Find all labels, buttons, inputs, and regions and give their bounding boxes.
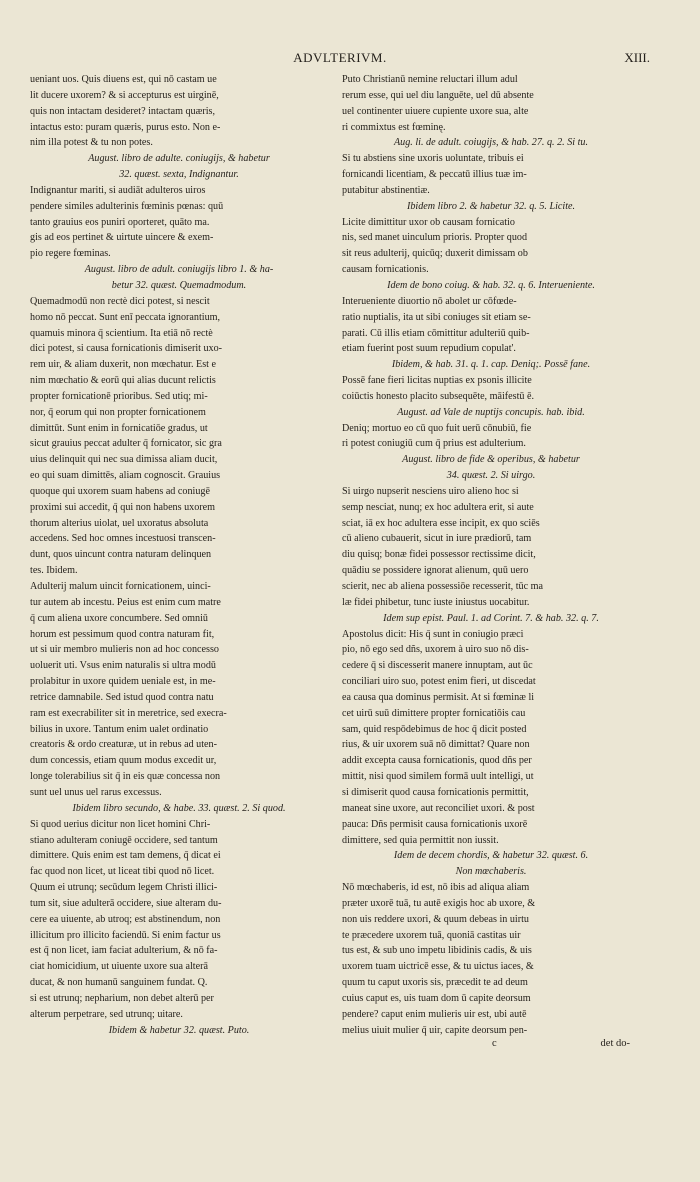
text-line: scierit, nec ab aliena possessiōe recesserit, tūc ma [342,581,544,592]
text-line: quamuis minora q̄ scientium. Ita etiā nō rectè [30,327,213,339]
text-line: thorum alterius uiolat, uel uxoratus absoluta [30,517,209,529]
text-line: quis non intactam desideret? intactam quæris, [30,105,216,117]
folio-number: XIII. [624,50,650,65]
text-line: uel continenter uiuere cupiente uxore sua, alte [342,105,529,117]
text-line: creatoris & ordo creaturæ, ut in rebus ad uten- [30,739,217,751]
text-line: cedere q̄ si discesserit manere innuptam, aut ūc [342,660,533,672]
text-line: gis ad eos pertinet & uirtute uincere & exem- [30,232,214,244]
citation-line: Idem de decem chordis, & habetur 32. quæst. 6. [393,850,589,862]
text-line: tum sit, siue adulterā occidere, siue alteram du- [30,897,222,909]
text-line: Si quod uerius dicitur non licet homini Chri- [30,818,211,830]
text-line: dimittere, sed quia permittit non iussit. [342,834,499,846]
citation-line: August. ad Vale de nuptijs concupis. hab. ibid. [397,406,585,418]
text-line: uoluerit uti. Vsus enim naturalis si ultra modū [30,660,216,672]
text-line: tur autem ab incestu. Peius est enim cum matre [30,596,221,608]
text-line: præter uxorē tuā, tu autē exigis hoc ab uxore, & [342,897,536,909]
text-line: dimittūt. Sunt enim in fornicatiōe gradus, ut [30,422,208,434]
text-line: Quum ei utrunq; secūdum legem Christi illici- [30,882,218,894]
citation-line: August. libro de adulte. coniugijs, & habetur [88,153,270,165]
text-line: alterum perpetrare, sed utrunq; uitare. [30,1008,183,1020]
text-line: dum concessis, etiam quum modus excedit ur, [30,755,217,767]
text-line: ut si uir membro mulieris non ad hoc concesso [30,644,219,656]
text-line: horum est pessimum quod contra naturam fit, [30,628,215,640]
catchword: det do- [600,1038,630,1050]
text-line: nor, q̄ eorum qui non propter fornicationem [30,406,206,418]
text-line: Indignantur mariti, si audiāt adulteros uiros [30,184,206,196]
text-line: Interueniente diuortio nō abolet ur cōfœde- [342,295,517,307]
citation-line: 34. quæst. 2. Si uirgo. [446,470,536,482]
text-line: quum tu caput uxoris sis, præcedit te ad deum [342,977,528,989]
text-line: sicut grauius peccat adulter q̄ fornicator, sic gra [30,438,222,450]
text-line: pio regere fœminas. [30,248,111,260]
citation-line: August. libro de adult. coniugijs libro 1. & ha- [84,264,274,276]
text-line: dunt, quos uincunt contra naturam delinquen [30,549,212,561]
citation-line: Ibidem libro secundo, & habe. 33. quæst. 2. Si quod. [72,802,286,814]
text-line: ratio nuptialis, ita ut sibi coniuges sit etiam se- [342,311,531,323]
text-line: melius uiuit mulier q̄ uir, capite deorsum pen- [342,1024,528,1036]
text-line: Adulterij malum uincit fornicationem, uinci- [30,581,211,592]
citation-line: Ibidem & habetur 32. quæst. Puto. [108,1024,250,1036]
text-line: bilius in uxore. Tantum enim ualet ordinatio [30,723,209,735]
text-line: Deniq; mortuo eo cū quo fuit uerū cōnubiū, fie [342,422,532,434]
text-line: retrice damnabile. Sed istud quod contra natu [30,691,214,703]
text-line: uxorem tuam uictricē esse, & tu uictus iaces, & [342,961,534,973]
text-line: putabitur abstinentiæ. [342,184,430,196]
text-line: rerum esse, qui uel diu languēte, uel dū absente [342,89,534,101]
text-line: ea causa qua dominus permisit. At si fœminæ li [342,691,535,703]
text-line: cuius caput es, uis tuam dom ū capite deorsum [342,992,531,1004]
text-line: mittit, nisi quod similem formā uult intelligi, ut [342,771,534,783]
text-line: pio, nō ego sed dñs, uxorem à uiro suo nō dis- [342,644,529,656]
text-line: Si tu abstiens sine uxoris uoluntate, tribuis ei [342,153,524,165]
text-line: parati. Cū illis etiam cōmittitur adulteriū quib- [342,327,530,339]
text-line: ram est execrabiliter sit in meretrice, sed execra- [30,707,227,719]
page-header [30,50,650,70]
text-line: cū alieno cubauerit, sicut in iure prædiorū, tam [342,533,532,545]
text-line: Si uirgo nupserit nesciens uiro alieno hoc si [342,485,519,497]
text-line: cere ea uiuente, ab utroq; est abstinendum, non [30,913,221,925]
text-line: te præcedere uxorem tuā, quoniā castitas uir [342,929,521,941]
text-line: sciat, iā ex hoc adultera esse incipit, ex quo sciēs [342,517,540,529]
text-line: maneat sine uxore, aut reconciliet uxori. & post [342,802,535,814]
citation-line: 32. quæst. sexta, Indignantur. [119,169,239,181]
text-line: dici potest, si causa fornicationis dimiserit uxo- [30,343,223,355]
text-line: rius, & uir uxorem suā nō dimittat? Quare non [342,739,530,751]
text-line: pendere? caput enim mulieris uir est, ubi autē [342,1008,527,1020]
text-line: ri commixtus est fœminę. [342,121,446,133]
text-line: conciliari uiro suo, potest enim fieri, ut discedat [342,676,536,688]
text-line: rem uir, & aliam duxerit, non mœchatur. Est e [30,359,217,371]
text-line: ri potest coniugiū cum q̄ prius est adulterium. [342,438,526,450]
text-line: Nō mœchaberis, id est, nō ibis ad aliqua aliam [342,882,530,894]
citation-line: Idem de bono coiug. & hab. 32. q. 6. Interueniente. [387,279,595,291]
text-line: accedens. Sed hoc omnes incestuosi transcen- [30,533,216,545]
text-line: ducat, & non humanū sanguinem fundat. Q. [30,977,208,989]
citation-line: Ibidem, & hab. 31. q. 1. cap. Deniq;. Possē fane. [391,359,591,371]
text-line: Quemadmodū non rectè dici potest, si nescit [30,295,210,307]
text-line: proximi sui accedit, q̄ qui non habens uxorem [30,501,216,513]
text-line: sam, quid respōdebimus de hoc q̄ dicit posted [342,723,527,735]
text-line: ueniant uos. Quis diuens est, qui nō castam ue [30,74,217,85]
running-title: ADVLTERIVM. [293,50,387,65]
signature-mark: c [492,1038,497,1050]
text-line: tus est, & sub uno impetu libidinis cadis, & uis [342,945,532,957]
text-line: illicitum pro illicito faciendū. Si enim factur us [30,929,221,941]
text-line: fornicandi licentiam, & peccatū illius tuæ im- [342,169,527,181]
text-line: nim mœchatio & eorū qui alias ducunt relictis [30,375,216,387]
citation-line: Ibidem libro 2. & habetur 32. q. 5. Licite. [406,200,576,212]
right-column [342,72,640,1054]
text-line: q̄ cum aliena uxore concumbere. Sed omniū [30,612,208,624]
text-line: fac quod non licet, ut liceat tibi quod nō licet. [30,866,215,878]
citation-line: Aug. li. de adult. coiugijs, & hab. 27. q. 2. Si tu. [393,137,589,149]
text-line: prolabitur in uxore quidem ueniale est, in me- [30,676,216,688]
text-line: quādiu se possidere ignorat alienum, quū uero [342,565,529,577]
text-line: eo qui suam dimittēs, aliam cognoscit. Grauius [30,470,221,482]
text-line: ciat homicidium, ut uiuente uxore sua alterā [30,961,208,973]
text-line: etiam fuerint post suum repudium copulat'. [342,343,516,355]
text-line: sunt uel unus uel rarus excessus. [30,786,162,798]
citation-line: betur 32. quæst. Quemadmodum. [111,279,247,291]
text-line: Puto Christianū nemine reluctari illum adul [342,74,518,85]
text-line: semp nesciat, nunq; ex hoc adultera erit, si aute [342,501,534,513]
text-line: intactus esto: puram quæris, purus esto. Non e- [30,121,221,133]
text-line: si est utrunq; nepharium, non debet alterū per [30,992,214,1004]
text-line: si dimiserit quod causa fornicationis permittit, [342,786,529,798]
text-line: tanto grauius eos puniri oporteret, quāto ma. [30,216,210,228]
text-line: lit ducere uxorem? & si accepturus est uirginē, [30,89,219,101]
text-line: quoque qui uxorem suam habens ad coniugē [30,485,210,497]
text-line: Apostolus dicit: His q̄ sunt in coniugio præci [342,628,524,640]
text-line: Licite dimittitur uxor ob causam fornicatio [342,216,515,228]
text-line: Possē fane fieri licitas nuptias ex psonis illicite [342,375,532,387]
text-line: tes. Ibidem. [30,565,78,577]
citation-line: Non mœchaberis. [455,866,527,878]
text-line: est q̄ non licet, iam faciat adulterium, & nō fa- [30,945,218,957]
text-line: cet uirū suū dimittere propter fornicatiōis cau [342,707,526,719]
left-column [30,72,328,1038]
text-line: nim illa potest & tu non potes. [30,137,153,149]
text-line: addit excepta causa fornicationis, quod dñs per [342,755,532,767]
text-line: coiūctis honesto placito subsequēte, māifestū ē. [342,390,535,402]
text-line: propter fornicationē prioribus. Sed utiq; mi- [30,390,208,402]
text-line: læ fidei phibetur, tunc iuste iniustus uocabitur. [342,596,530,608]
text-line: causam fornicationis. [342,264,429,276]
text-line: stiano adulteram coniugē occidere, sed tantum [30,834,218,846]
citation-line: Idem sup epist. Paul. 1. ad Corint. 7. & hab. 32. q. 7. [383,612,599,624]
text-line: sit reus adulterij, quicūq; duxerit dimissam ob [342,248,528,260]
page-footer [342,1038,640,1054]
text-line: homo nō peccat. Sunt enī peccata ignorantium, [30,311,221,323]
text-line: pendere similes adulterinis fœminis pœnas: quū [30,200,224,212]
text-line: pauca: Dñs permisit causa fornicationis uxorē [342,818,528,830]
text-line: non uis reddere uxori, & quum debeas in uirtu [342,913,529,925]
citation-line: August. libro de fide & operibus, & habetur [402,454,580,466]
text-line: diu quisq; bonæ fidei possessor rectissime dicit, [342,549,536,561]
text-line: dimittere. Quis enim est tam demens, q̄ dicat ei [30,850,221,862]
text-line: longe tolerabilius sit q̄ in eis quæ concessa non [30,771,221,783]
text-line: nis, sed manet uinculum prioris. Propter quod [342,232,528,244]
text-line: uius delinquit qui nec sua dimissa aliam ducit, [30,454,218,466]
